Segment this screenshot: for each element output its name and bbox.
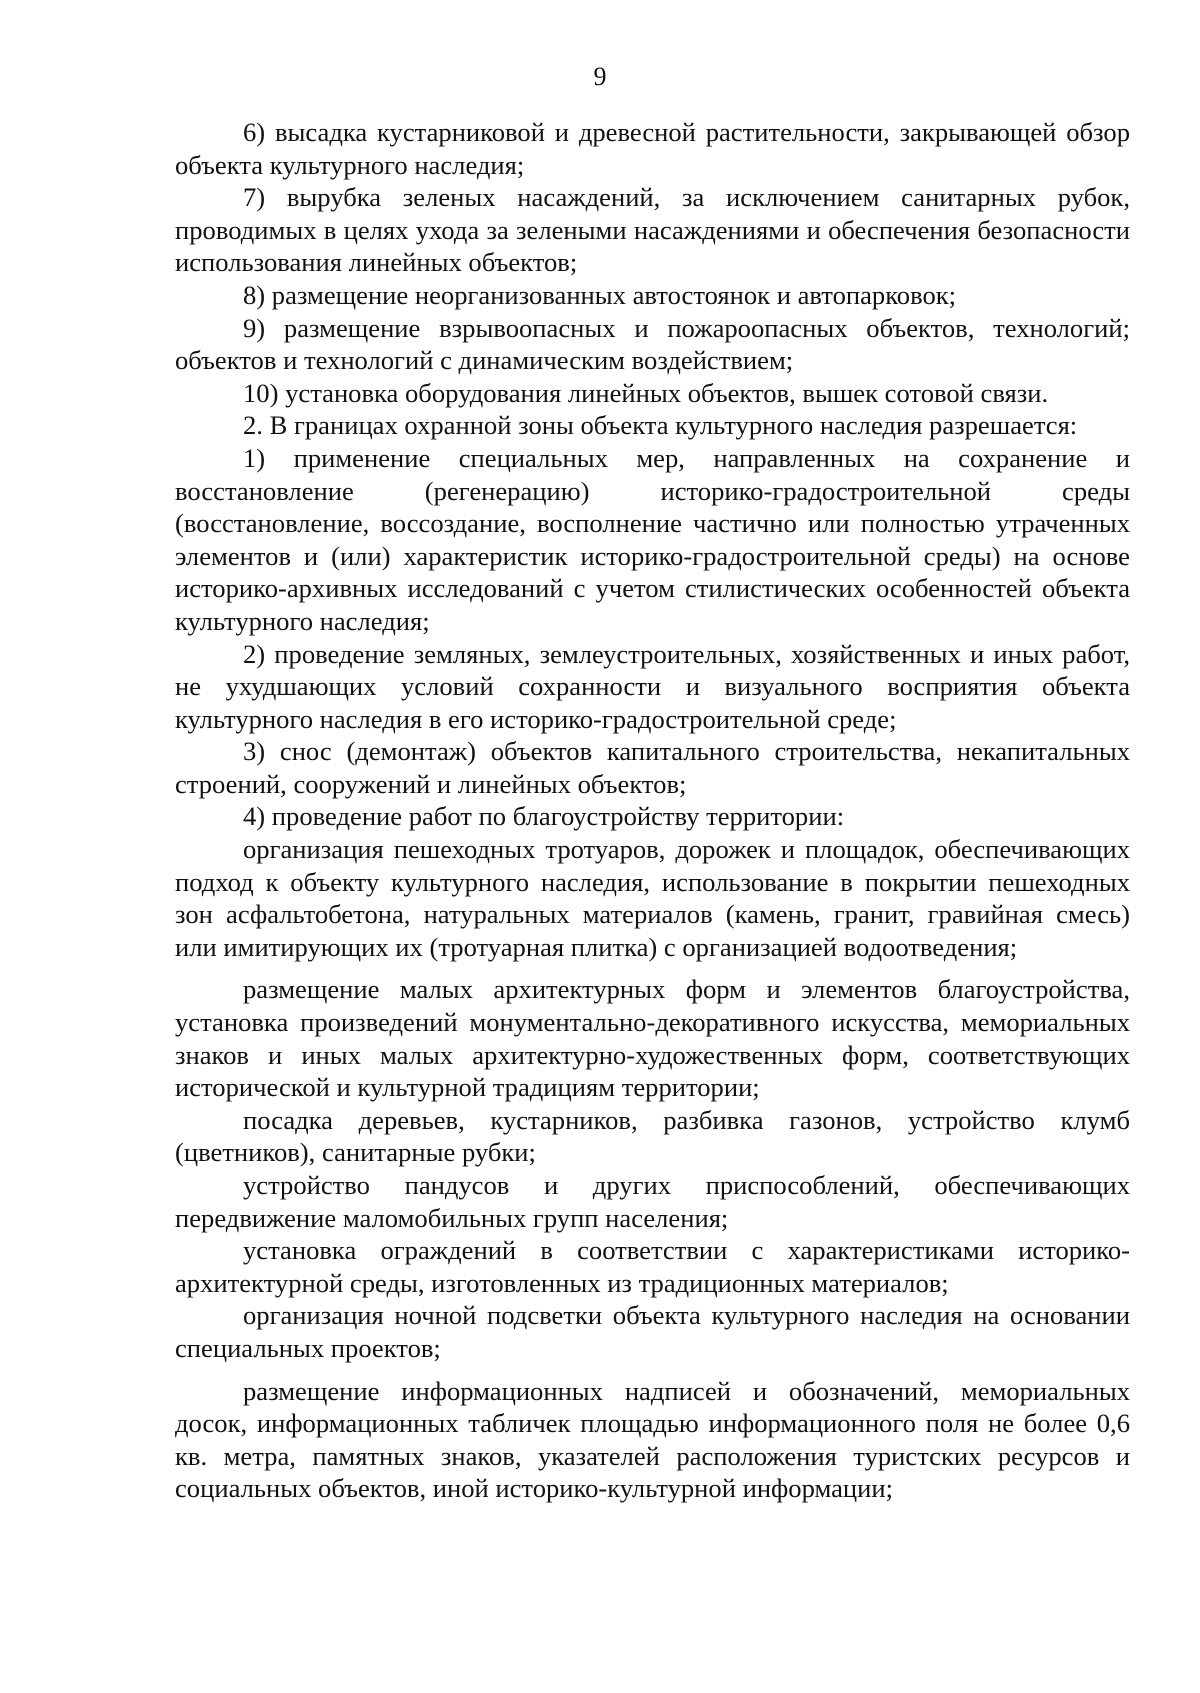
landscaping-planting: посадка деревьев, кустарников, разбивка газонов, устройство клумб (цветников), санитарные рубки; xyxy=(175,1104,1130,1168)
paragraph-6-planting-shrubs: 6) высадка кустарниковой и древесной растительности, закрывающей обзор объекта культурного наследия; xyxy=(175,117,1130,180)
document-body xyxy=(175,116,1130,1505)
landscaping-sidewalks: организация пешеходных тротуаров, дорожек и площадок, обеспечивающих подход к объекту культурного наследия, использование в покрытии пешеходных зон асфальтобетона, натуральных материалов (камень, гранит, гравийная смесь) или имитирующих их (тротуарная плитка) с организацией водоотведения; xyxy=(175,834,1130,962)
page-number: 9 xyxy=(593,62,607,91)
allowed-item-2-earthworks: 2) проведение земляных, землеустроительных, хозяйственных и иных работ, не ухудшающих условий сохранности и визуального восприятия объекта культурного наследия в его историко-градостроительной среде; xyxy=(175,638,1130,734)
paragraph-10-towers: 10) установка оборудования линейных объектов, вышек сотовой связи. xyxy=(243,377,1049,408)
paragraph-9-hazardous-objects: 9) размещение взрывоопасных и пожароопасных объектов, технологий; объектов и технологий с динамическим воздействием; xyxy=(175,312,1130,376)
landscaping-fences: установка ограждений в соответствии с характеристиками историко-архитектурной среды, изготовленных из традиционных материалов; xyxy=(175,1235,1130,1298)
landscaping-lighting: организация ночной подсветки объекта культурного наследия на основании специальных проектов; xyxy=(175,1300,1130,1363)
allowed-item-3-demolition: 3) снос (демонтаж) объектов капитального строительства, некапитальных строений, сооружений и линейных объектов; xyxy=(175,736,1130,799)
paragraph-7-tree-felling: 7) вырубка зеленых насаждений, за исключением санитарных рубок, проводимых в целях ухода за зелеными насаждениями и обеспечения безопасности использования линейных объектов; xyxy=(175,182,1130,278)
section-2-heading: 2. В границах охранной зоны объекта культурного наследия разрешается: xyxy=(243,410,1078,441)
allowed-item-4-landscaping: 4) проведение работ по благоустройству территории: xyxy=(243,801,845,832)
landscaping-signage: размещение информационных надписей и обозначений, мемориальных досок, информационных табличек площадью информационного поля не более 0,6 кв. метра, памятных знаков, указателей расположения туристских ресурсов и социальных объектов, иной историко-культурной информации; xyxy=(175,1375,1130,1504)
landscaping-ramps: устройство пандусов и других приспособлений, обеспечивающих передвижение маломобильных групп населения; xyxy=(175,1170,1130,1233)
allowed-item-1-restoration: 1) применение специальных мер, направленных на сохранение и восстановление (регенерацию) историко-градостроительной среды (восстановление, воссоздание, восполнение частично или полностью утраченных элементов и (или) характеристик историко-градостроительной среды) на основе историко-архивных исследований с учетом стилистических особенностей объекта культурного наследия; xyxy=(175,442,1130,636)
landscaping-small-architecture: размещение малых архитектурных форм и элементов благоустройства, установка произведений монументально-декоративного искусства, мемориальных знаков и иных малых архитектурно-художественных форм, соответствующих исторической и культурной традициям территории; xyxy=(175,974,1130,1103)
paragraph-8-parking: 8) размещение неорганизованных автостоянок и автопарковок; xyxy=(243,279,957,310)
